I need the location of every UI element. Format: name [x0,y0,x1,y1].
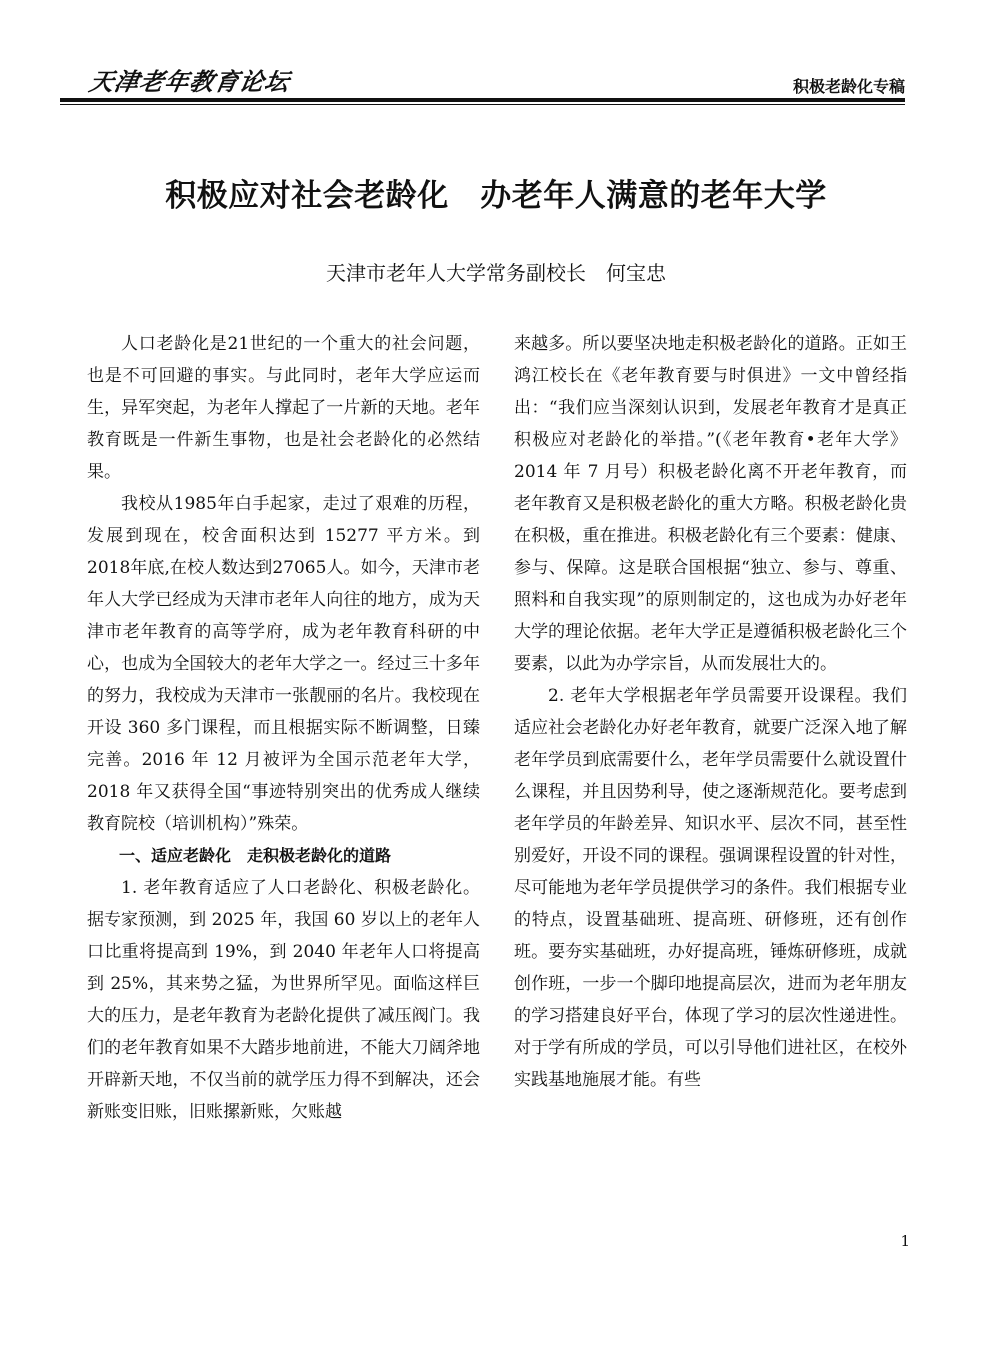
left-column [87,328,480,1218]
paragraph: 来越多。所以要坚决地走积极老龄化的道路。正如王鸿江校长在《老年教育要与时俱进》一文中曾经指出：“我们应当深刻认识到，发展老年教育才是真正积极应对老龄化的举措。”(《老年教育•老年大学》2014 年 7 月号）积极老龄化离不开老年教育，而老年教育又是积极老龄化的重大方略。积极老龄化贵在积极，重在推进。积极老龄化有三个要素：健康、参与、保障。这是联合国根据“独立、参与、尊重、照料和自我实现”的原则制定的，这也成为办好老年大学的理论依据。老年大学正是遵循积极老龄化三个要素，以此为办学宗旨，从而发展壮大的。 [514,334,907,674]
section-heading: 一、适应老龄化 走积极老龄化的道路 [119,846,392,865]
article-title: 积极应对社会老龄化 办老年人满意的老年大学 [165,178,827,214]
paragraph: 我校从1985年白手起家，走过了艰难的历程，发展到现在，校舍面积达到 15277 平方米。到2018年底,在校人数达到27065人。如今，天津市老年人大学已经成为天津市老年人向往的地方，成为天津市老年教育的高等学府，成为老年教育科研的中心，也成为全国较大的老年大学之一。经过三十多年的努力，我校成为天津市一张靓丽的名片。我校现在开设 360 多门课程，而且根据实际不断调整，日臻完善。2016 年 12 月被评为全国示范老年大学，2018 年又获得全国“事迹特别突出的优秀成人继续教育院校（培训机构）”殊荣。 [87,494,480,834]
right-column [514,328,907,1218]
paragraph: 人口老龄化是21世纪的一个重大的社会问题，也是不可回避的事实。与此同时，老年大学应运而生，异军突起，为老年人撑起了一片新的天地。老年教育既是一件新生事物，也是社会老龄化的必然结果。 [87,334,480,482]
header-rule-thin [60,104,905,105]
paragraph: 1. 老年教育适应了人口老龄化、积极老龄化。据专家预测，到 2025 年，我国 60 岁以上的老年人口比重将提高到 19%，到 2040 年老年人口将提高到 25%，其来势之猛，为世界所罕见。面临这样巨大的压力，是老年教育为老龄化提供了减压阀门。我们的老年教育如果不大踏步地前进，不能大刀阔斧地开辟新天地，不仅当前的就学压力得不到解决，还会新账变旧账，旧账摞新账，欠账越 [87,878,480,1122]
page-header [60,52,905,112]
header-rule-thick [60,98,905,102]
journal-logo: 天津老年教育论坛 [87,67,293,96]
author-line: 天津市老年人大学常务副校长 何宝忠 [326,261,666,285]
paragraph: 2. 老年大学根据老年学员需要开设课程。我们适应社会老龄化办好老年教育，就要广泛深入地了解老年学员到底需要什么，老年学员需要什么就设置什么课程，并且因势利导，使之逐渐规范化。要考虑到老年学员的年龄差异、知识水平、层次不同，甚至性别爱好，开设不同的课程。强调课程设置的针对性，尽可能地为老年学员提供学习的条件。我们根据专业的特点，设置基础班、提高班、研修班，还有创作班。要夯实基础班，办好提高班，锤炼研修班，成就创作班，一步一个脚印地提高层次，进而为老年朋友的学习搭建良好平台，体现了学习的层次性递进性。对于学有所成的学员，可以引导他们进社区，在校外实践基地施展才能。有些 [514,686,907,1090]
page-number: 1 [900,1232,910,1250]
section-label: 积极老龄化专稿 [792,77,905,96]
